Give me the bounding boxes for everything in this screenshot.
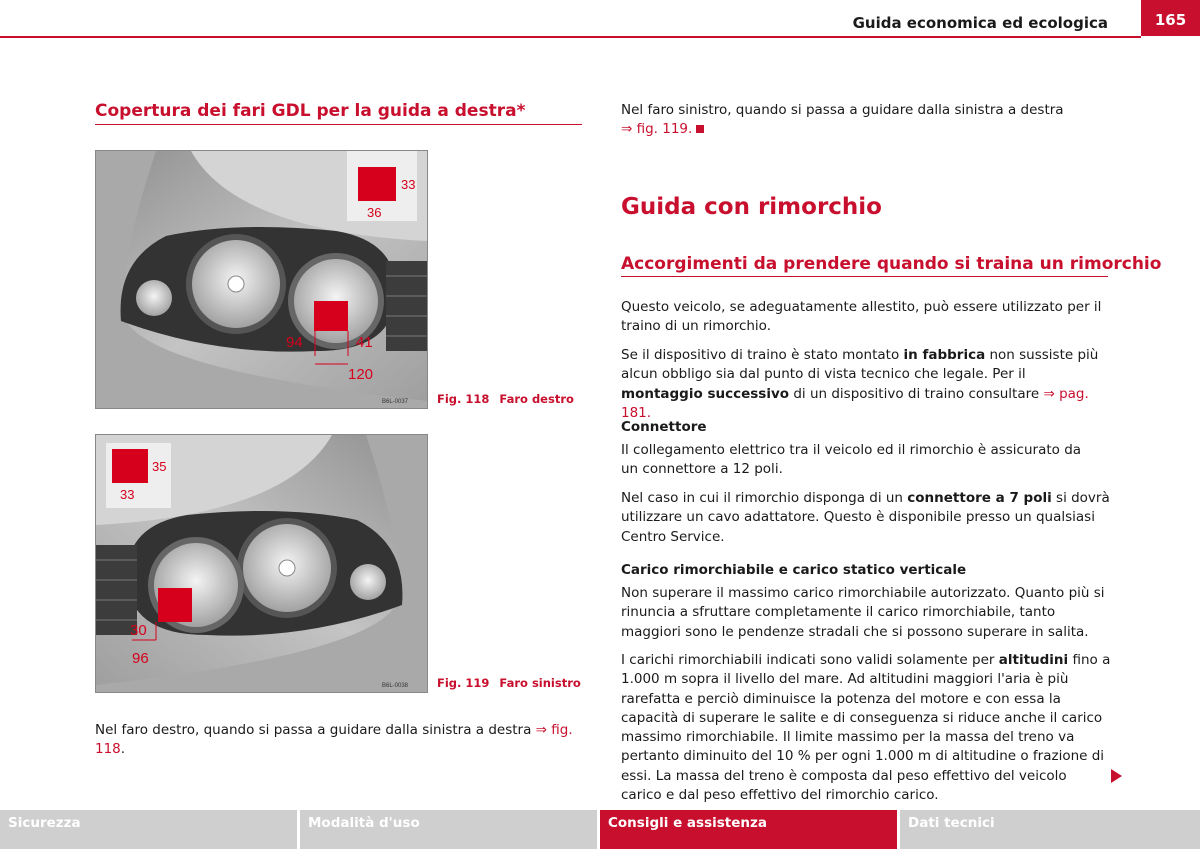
fig118-code: B6L-0037 <box>382 399 409 405</box>
page-181-link[interactable]: ⇒ pag. 181. <box>621 385 1089 421</box>
right-intro-paragraph: Nel faro sinistro, quando si passa a guidare dalla sinistra a destra ⇒ fig. 119. <box>621 102 1064 138</box>
fig118-dim-c: 120 <box>348 366 374 383</box>
paragraph-adattatore: Nel caso in cui il rimorchio disponga di un connettore a 7 poli si dovrà utilizzare un cavo adattatore. Questo è disponibile presso un qualsiasi Centro Service. <box>621 490 1110 545</box>
figure-118-image <box>95 150 428 409</box>
figure-118-number: Fig. 118 <box>437 392 490 406</box>
fig118-dim-b: 41 <box>356 334 373 351</box>
paragraph-connettore: Il collegamento elettrico tra il veicolo ed il rimorchio è assicurato da un connettore a 12 poli. <box>621 442 1082 478</box>
subheading-rule <box>621 276 1108 277</box>
fig119-dim-b: 96 <box>132 650 149 667</box>
figure-119-number: Fig. 119 <box>437 676 490 690</box>
figure-119-caption <box>437 676 591 690</box>
fig119-box-b: 33 <box>120 487 135 502</box>
tab-sicurezza[interactable]: Sicurezza <box>0 810 297 849</box>
fig118-dim-a: 94 <box>286 334 303 351</box>
end-square-icon <box>696 125 704 133</box>
paragraph-traino: Questo veicolo, se adeguatamente allestito, può essere utilizzato per il traino di un rimorchio. <box>621 299 1102 335</box>
continue-arrow-icon[interactable] <box>1111 769 1122 783</box>
section-heading-gdl: Copertura dei fari GDL per la guida a destra* <box>95 101 526 121</box>
fig-119-link[interactable]: ⇒ fig. 119. <box>621 121 693 138</box>
chapter-title: Guida con rimorchio <box>621 194 882 220</box>
paragraph-dispositivo: Se il dispositivo di traino è stato montato in fabbrica non sussiste più alcun obbligo sia dal punto di vista tecnico che legale. Per il montaggio successivo di un dispositivo di traino consultare ⇒ pag. 181. <box>621 347 1099 421</box>
tab-consigli-assistenza[interactable]: Consigli e assistenza <box>600 810 897 849</box>
fig119-code: B6L-0038 <box>382 683 409 689</box>
figure-118-label: Faro destro <box>499 392 574 406</box>
footer-nav <box>0 810 1200 849</box>
fig119-box-a: 35 <box>152 459 167 474</box>
figure-119-image <box>95 434 428 693</box>
paragraph-altitudini: I carichi rimorchiabili indicati sono validi solamente per altitudini fino a 1.000 m sopra il livello del mare. Ad altitudini maggiori l'aria è più rarefatta e perciò diminuisce la potenza del motore e con essa la capacità di superare le salite e di conseguenza si riduce anche il carico massimo rimorchiabile. Il limite massimo per la massa del treno va pertanto diminuito del 10 % per ogni 1.000 m di altitudine o frazione di essi. La massa del treno è composta dal peso effettivo del veicolo carico e dal peso effettivo del rimorchio carico. <box>621 652 1111 804</box>
figure-119-label: Faro sinistro <box>499 676 581 690</box>
paragraph-carico: Non superare il massimo carico rimorchiabile autorizzato. Quanto più si rinuncia a sfruttare completamente il carico rimorchiabile, tanto maggiori sono le pendenze stradali che si possono superare in salita. <box>621 585 1105 640</box>
fig118-box-b: 36 <box>367 205 382 220</box>
page-number: 165 <box>1141 0 1200 36</box>
fig-118-link[interactable]: ⇒ fig. 118 <box>95 722 573 758</box>
running-header-title: Guida economica ed ecologica <box>852 14 1108 32</box>
carico-heading: Carico rimorchiabile e carico statico verticale <box>621 562 967 578</box>
left-bottom-paragraph: Nel faro destro, quando si passa a guidare dalla sinistra a destra ⇒ fig. 118. <box>95 722 573 758</box>
tab-dati-tecnici[interactable]: Dati tecnici <box>900 810 1200 849</box>
subheading-trailer: Accorgimenti da prendere quando si traina un rimorchio <box>621 254 1162 274</box>
connettore-heading: Connettore <box>621 419 707 435</box>
figure-118-caption <box>437 392 584 406</box>
header-rule <box>0 36 1141 38</box>
fig119-dim-a: 30 <box>130 622 147 639</box>
heading-rule <box>95 124 582 125</box>
fig118-box-a: 33 <box>401 177 416 192</box>
tab-modalita-uso[interactable]: Modalità d'uso <box>300 810 597 849</box>
